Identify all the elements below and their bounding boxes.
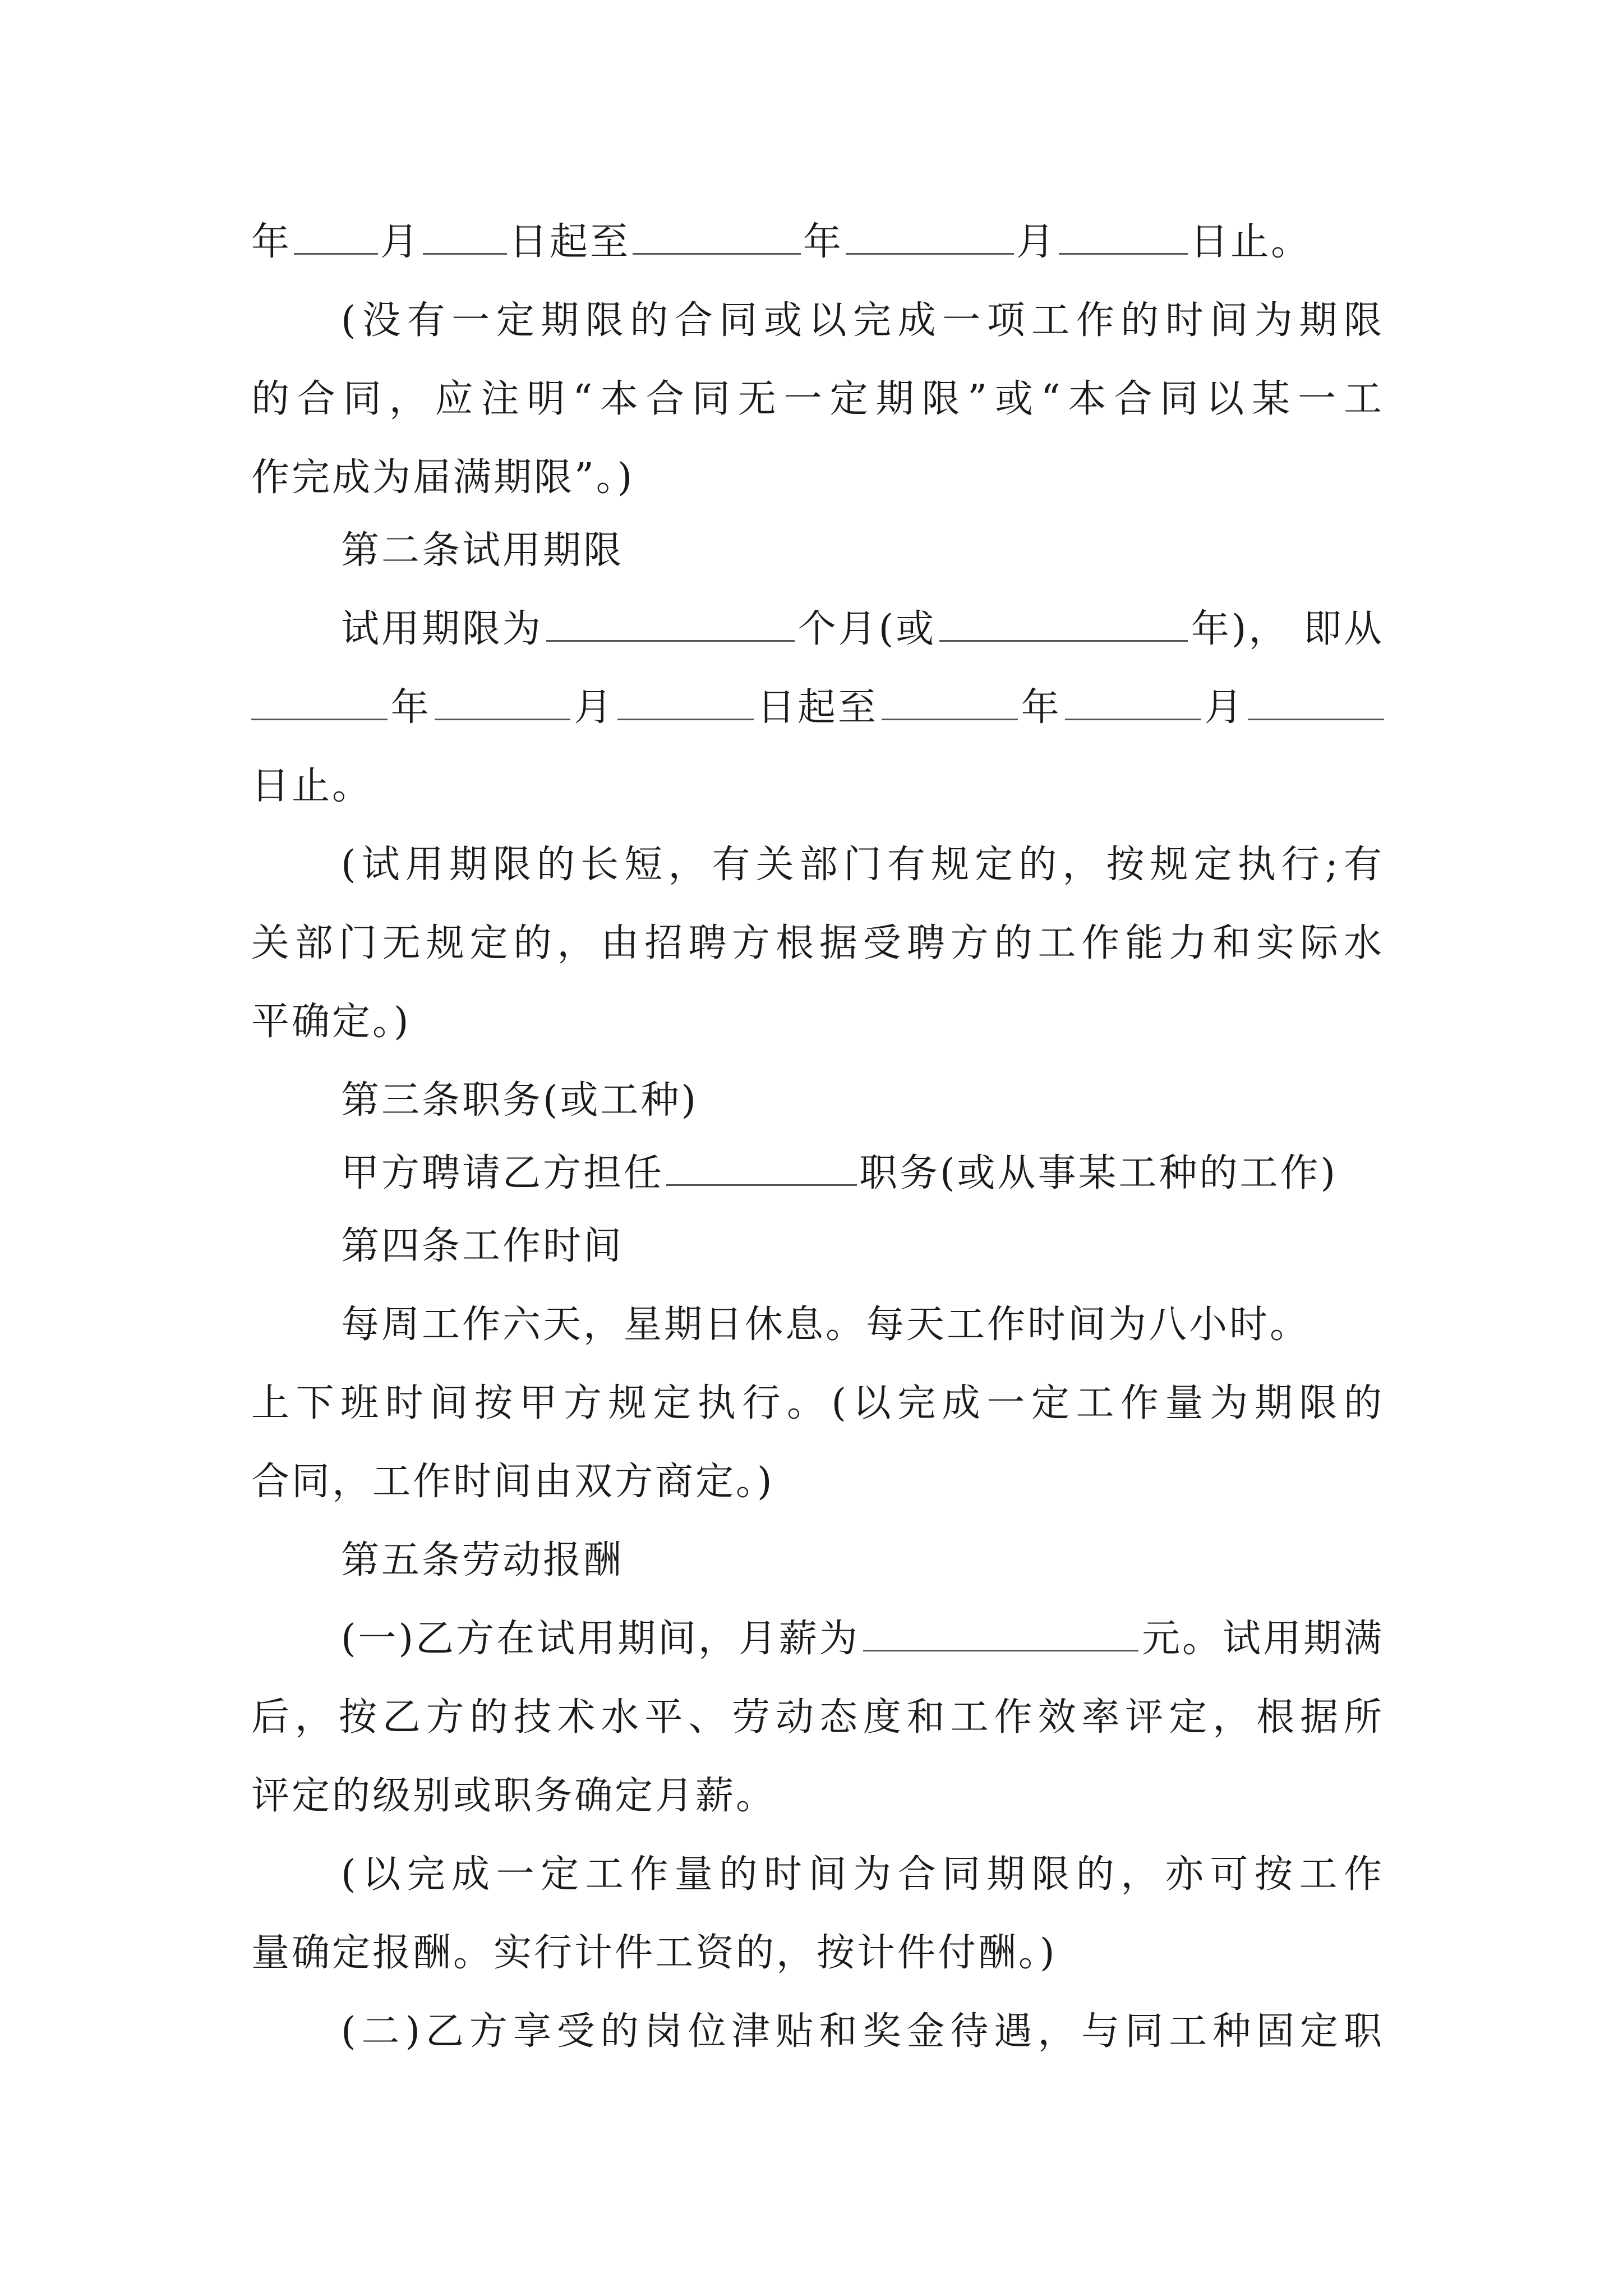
text-label: 甲方聘请乙方担任 <box>341 1151 665 1195</box>
paragraph-line: (二)乙方享受的岗位津贴和奖金待遇，与同工种固定职 <box>341 2009 1384 2054</box>
paragraph-line: 关部门无规定的，由招聘方根据受聘方的工作能力和实际水 <box>251 921 1384 965</box>
paragraph-line: 作完成为届满期限”。) <box>251 455 635 500</box>
blank-field[interactable] <box>1248 679 1384 720</box>
text-month: 月 <box>1016 220 1057 264</box>
paragraph-line: 日止。 <box>251 764 373 808</box>
text-label: 试用期限为 <box>341 607 543 651</box>
contract-term-dates-line <box>251 209 1384 276</box>
text-year: 年 <box>390 685 431 730</box>
text-month: 月 <box>380 220 421 264</box>
probation-period-line <box>341 596 1384 663</box>
paragraph-line: 合同，工作时间由双方商定。) <box>251 1460 774 1504</box>
text-month: 月 <box>1204 685 1245 730</box>
paragraph-line: 评定的级别或职务确定月薪。 <box>251 1774 777 1818</box>
blank-field[interactable] <box>863 1611 1138 1651</box>
text-label: 个月(或 <box>797 607 937 651</box>
salary-line <box>341 1605 1384 1673</box>
paragraph-line: 上下班时间按甲方规定执行。(以完成一定工作量为期限的 <box>251 1381 1384 1425</box>
article-3-heading: 第三条职务(或工种) <box>341 1078 699 1122</box>
blank-field[interactable] <box>939 601 1188 642</box>
text-label: 职务(或从事某工种的工作) <box>859 1151 1338 1195</box>
blank-field[interactable] <box>617 679 754 720</box>
text-year: 年 <box>1021 685 1062 730</box>
text-label: (一)乙方在试用期间，月薪为 <box>341 1617 860 1661</box>
blank-field[interactable] <box>1059 214 1188 255</box>
article-5-heading: 第五条劳动报酬 <box>341 1538 624 1582</box>
article-4-heading: 第四条工作时间 <box>341 1224 624 1268</box>
paragraph-line: (以完成一定工作量的时间为合同期限的，亦可按工作 <box>341 1852 1384 1897</box>
paragraph-line: (没有一定期限的合同或以完成一项工作的时间为期限 <box>341 298 1384 343</box>
text-label: 元。试用期满 <box>1141 1617 1384 1661</box>
blank-field[interactable] <box>882 679 1018 720</box>
blank-field[interactable] <box>666 1145 857 1186</box>
paragraph-line: 的合同，应注明“本合同无一定期限”或“本合同以某一工 <box>251 377 1384 421</box>
position-line <box>341 1140 1384 1207</box>
blank-field[interactable] <box>251 679 388 720</box>
blank-field[interactable] <box>546 601 795 642</box>
probation-dates-line <box>251 674 1384 742</box>
blank-field[interactable] <box>435 679 571 720</box>
text-year: 年 <box>251 220 292 264</box>
text-month: 月 <box>574 685 615 730</box>
paragraph-line: 平确定。) <box>251 1000 411 1044</box>
text-day-from: 日起至 <box>757 685 879 730</box>
paragraph-line: 量确定报酬。实行计件工资的，按计件付酬。) <box>251 1931 1057 1975</box>
blank-field[interactable] <box>1065 679 1201 720</box>
blank-field[interactable] <box>846 214 1014 255</box>
text-label: 年)， 即从 <box>1191 607 1385 651</box>
text-day-until: 日止。 <box>1190 220 1312 264</box>
paragraph-line: 每周工作六天，星期日休息。每天工作时间为八小时。 <box>341 1303 1311 1347</box>
article-2-heading: 第二条试用期限 <box>341 528 624 573</box>
paragraph-line: (试用期限的长短，有关部门有规定的，按规定执行;有 <box>341 843 1384 887</box>
paragraph-line: 后，按乙方的技术水平、劳动态度和工作效率评定，根据所 <box>251 1695 1384 1740</box>
blank-field[interactable] <box>633 214 801 255</box>
text-day-from: 日起至 <box>509 220 631 264</box>
text-year: 年 <box>803 220 844 264</box>
blank-field[interactable] <box>423 214 507 255</box>
blank-field[interactable] <box>294 214 378 255</box>
